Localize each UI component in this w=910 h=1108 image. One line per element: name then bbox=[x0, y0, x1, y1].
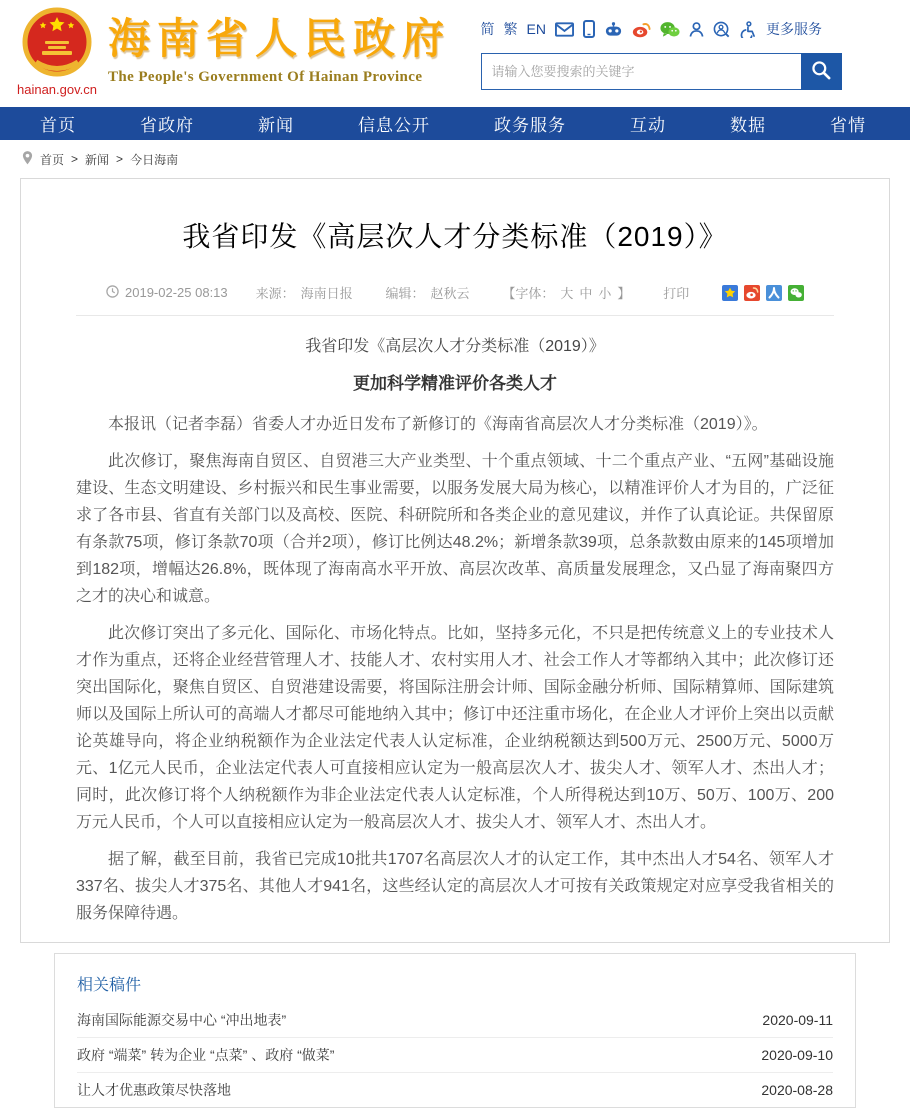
search-input[interactable] bbox=[481, 53, 801, 90]
font-size-large-button[interactable]: 大 bbox=[560, 286, 574, 301]
article-container bbox=[20, 178, 890, 1098]
robot-icon[interactable] bbox=[604, 21, 623, 37]
location-pin-icon bbox=[22, 150, 33, 168]
weibo-icon[interactable] bbox=[632, 21, 651, 38]
more-services-link[interactable]: 更多服务 bbox=[766, 21, 822, 37]
editor-label: 编辑： bbox=[385, 286, 425, 301]
meta-divider bbox=[76, 315, 834, 316]
site-logo[interactable] bbox=[8, 5, 106, 97]
header-right bbox=[481, 18, 884, 90]
related-articles-box bbox=[54, 953, 856, 1108]
weibo-share-icon[interactable] bbox=[744, 285, 760, 301]
print-button[interactable]: 打印 bbox=[663, 286, 690, 301]
site-header bbox=[0, 0, 910, 107]
clock-icon bbox=[106, 285, 119, 301]
breadcrumb-current: 今日海南 bbox=[130, 152, 179, 167]
article-meta bbox=[76, 283, 834, 302]
nav-item-data[interactable]: 数据 bbox=[730, 116, 766, 135]
font-size-control bbox=[502, 283, 630, 302]
editor-value: 赵秋云 bbox=[430, 286, 470, 301]
font-size-small-button[interactable]: 小 bbox=[598, 286, 612, 301]
inquiry-icon[interactable] bbox=[713, 21, 730, 38]
wechat-share-icon[interactable] bbox=[788, 285, 804, 301]
publish-datetime: 2019-02-25 08:13 bbox=[125, 285, 228, 300]
meta-editor bbox=[385, 283, 469, 302]
national-emblem-icon bbox=[8, 5, 106, 81]
site-title-block[interactable] bbox=[108, 16, 451, 86]
lang-simplified-link[interactable]: 简 bbox=[480, 21, 495, 37]
breadcrumb-news[interactable]: 新闻 bbox=[85, 152, 110, 167]
search-bar bbox=[481, 53, 884, 90]
breadcrumb-separator: > bbox=[116, 152, 124, 166]
nav-item-interaction[interactable]: 互动 bbox=[630, 116, 666, 135]
related-article-link[interactable]: 海南国际能源交易中心 “冲出地表” bbox=[77, 1012, 287, 1028]
nav-item-provincial-government[interactable]: 省政府 bbox=[140, 116, 194, 135]
search-icon bbox=[811, 60, 831, 83]
mail-icon[interactable] bbox=[555, 22, 574, 37]
article-subtitle: 我省印发《高层次人才分类标准（2019）》 bbox=[305, 338, 605, 355]
meta-datetime-source bbox=[106, 283, 353, 302]
nav-item-news[interactable]: 新闻 bbox=[258, 116, 294, 135]
qzone-share-icon[interactable] bbox=[722, 285, 738, 301]
breadcrumb-home[interactable]: 首页 bbox=[40, 152, 65, 167]
site-domain[interactable]: hainan.gov.cn bbox=[17, 82, 97, 97]
article-paragraph: 本报讯（记者李磊）省委人才办近日发布了新修订的《海南省高层次人才分类标准（2019）》。 bbox=[108, 416, 768, 433]
article-subtitle-bold: 更加科学精准评价各类人才 bbox=[353, 374, 557, 393]
breadcrumb-separator: > bbox=[71, 152, 79, 166]
article-paragraph: 此次修订突出了多元化、国际化、市场化特点。比如，坚持多元化，不只是把传统意义上的专业技术人才作为重点，还将企业经营管理人才、技能人才、农村实用人才、社会工作人才等都纳入其中；此次修订还突出国际化，聚焦自贸区、自贸港建设需要，将国际注册会计师、国际金融分析师、国际精算师、国际建筑师以及国际上所认可的高端人才都尽可能地纳入其中；修订中还注重市场化，在企业人才评价上突出以贡献论英雄导向，将企业纳税额作为企业法定代表人认定标准，企业纳税额达到500万元、2500万元、5000万元、1亿元人民币，企业法定代表人可直接相应认定为一般高层次人才、拔尖人才、领军人才、杰出人才；同时，此次修订将个人纳税额作为非企业法定代表人认定标准，个人所得税达到10万、50万、100万、200万元人民币，个人可以直接相应认定为一般高层次人才、拔尖人才、领军人才、杰出人才。 bbox=[76, 625, 834, 831]
accessibility-icon[interactable] bbox=[739, 21, 755, 38]
related-article-date: 2020-08-28 bbox=[761, 1082, 833, 1098]
related-article-link[interactable]: 政府 “端菜” 转为企业 “点菜” 、政府 “做菜” bbox=[77, 1047, 335, 1063]
article-body bbox=[76, 411, 834, 927]
source-value: 海南日报 bbox=[300, 286, 353, 301]
nav-item-government-services[interactable]: 政务服务 bbox=[494, 116, 566, 135]
source-label: 来源： bbox=[255, 286, 295, 301]
nav-item-province-profile[interactable]: 省情 bbox=[830, 116, 866, 135]
lang-traditional-link[interactable]: 繁 bbox=[503, 21, 518, 37]
related-article-row bbox=[77, 1003, 833, 1038]
lang-english-link[interactable]: EN bbox=[526, 21, 546, 37]
nav-item-information-disclosure[interactable]: 信息公开 bbox=[358, 116, 430, 135]
breadcrumb bbox=[0, 140, 910, 178]
related-article-date: 2020-09-10 bbox=[761, 1047, 833, 1063]
related-article-link[interactable]: 让人才优惠政策尽快落地 bbox=[77, 1082, 231, 1098]
related-article-date: 2020-09-11 bbox=[762, 1012, 833, 1028]
article-paragraph: 此次修订，聚焦海南自贸区、自贸港三大产业类型、十个重点领域、十二个重点产业、“五网”基础设施建设、生态文明建设、乡村振兴和民生事业需要，以服务发展大局为核心，以精准评价人才为目的，广泛征求了各市县、省直有关部门以及高校、医院、科研院所和各类企业的意见建议，并作了认真论证。共保留原有条款75项，修订条款70项（合并2项），修订比例达48.2%；新增条款39项，总条款数由原来的145项增加到182项，增幅达26.8%，既体现了海南高水平开放、高层次改革、高质量发展理念，又凸显了海南聚四方之才的决心和诚意。 bbox=[76, 453, 834, 605]
user-icon[interactable] bbox=[689, 21, 704, 38]
nav-item-home[interactable]: 首页 bbox=[40, 116, 76, 135]
share-icons bbox=[722, 285, 804, 301]
font-size-medium-button[interactable]: 中 bbox=[579, 286, 593, 301]
wechat-icon[interactable] bbox=[660, 21, 680, 38]
article-paragraph: 据了解，截至目前，我省已完成10批共1707名高层次人才的认定工作，其中杰出人才54名、领军人才337名、拔尖人才375名、其他人才941名，这些经认定的高层次人才可按有关政策规定对应享受我省相关的服务保障待遇。 bbox=[76, 851, 834, 922]
related-articles-heading: 相关稿件 bbox=[77, 977, 142, 994]
site-name[interactable]: 海南省人民政府 bbox=[108, 15, 452, 62]
font-size-label-open: 【字体： bbox=[502, 286, 555, 301]
utility-row bbox=[481, 18, 822, 40]
site-name-english: The People's Government Of Hainan Province bbox=[108, 69, 423, 86]
search-button[interactable] bbox=[801, 53, 842, 90]
mobile-icon[interactable] bbox=[583, 20, 595, 38]
related-article-row bbox=[77, 1038, 833, 1073]
main-nav bbox=[0, 107, 910, 140]
article-title: 我省印发《高层次人才分类标准（2019）》 bbox=[182, 221, 728, 252]
related-article-row bbox=[77, 1073, 833, 1107]
font-size-label-close: 】 bbox=[617, 286, 631, 301]
renren-share-icon[interactable] bbox=[766, 285, 782, 301]
